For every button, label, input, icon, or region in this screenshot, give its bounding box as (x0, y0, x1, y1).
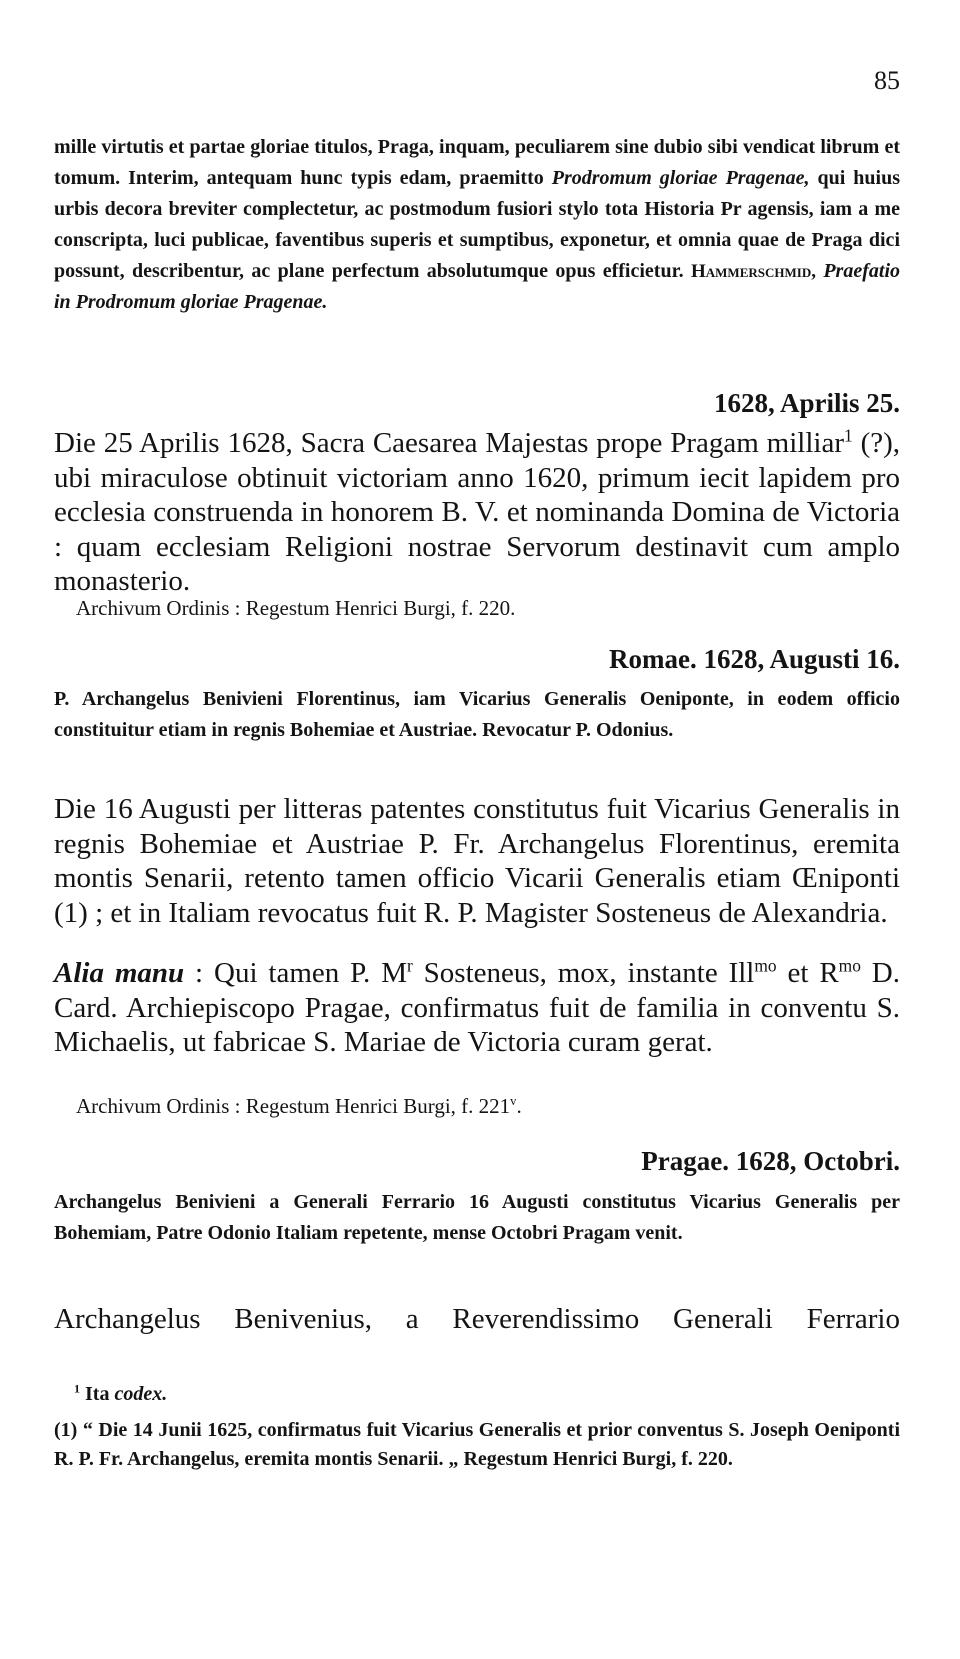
entry1-source: Archivum Ordinis : Regestum Henrici Burgi, f. 220. (76, 596, 516, 620)
entry3-summary: Archangelus Benivieni a Generali Ferrario 16 Augusti constitutus Vicarius Generalis per Bohemiam, Patre Odonio Italiam repetente, mense Octobri Pragam venit. (54, 1191, 900, 1244)
footnote-ref-1: 1 (844, 425, 853, 446)
alia-manu: Alia manu (54, 957, 185, 989)
footnote-1: $^1$ Ita codex. (74, 1381, 168, 1405)
entry3-date: Pragae. 1628, Octobri. (641, 1146, 900, 1176)
entry2-date: Romae. 1628, Augusti 16. (608, 644, 900, 674)
entry1-text: Die 25 Aprilis 1628, Sacra Caesarea Majestas prope Pragam milliar$^1$ (?), ubi miraculose obtinuit victoriam anno 1620, primum iecit lapidem pro ecclesia construenda in honorem B. V. et nominanda Domina de Victoria : quam ecclesiam Religioni nostrae Servorum destinavit cum amplo monasterio. (54, 425, 901, 597)
entry3-first-line: Archangelus Benivenius, a Reverendissimo Generali Ferrario (54, 1303, 900, 1335)
page-number: 85 (874, 66, 900, 95)
entry2-source: Archivum Ordinis : Regestum Henrici Burgi, f. 221$^v$. (76, 1094, 522, 1118)
intro-italic-title: Prodromum gloriae Pragenae, (551, 167, 810, 189)
intro-author: Hammerschmid, (691, 261, 816, 282)
entry2-summary: P. Archangelus Benivieni Florentinus, iam Vicarius Generalis Oeniponte, in eodem officio constituitur etiam in regnis Bohemiae et Austriae. Revocatur P. Odonius. (54, 688, 900, 741)
intro-work-title: Praefatio in Prodromum gloriae Pragenae. (54, 260, 900, 313)
entry1-date: 1628, Aprilis 25. (713, 388, 900, 418)
entry2-paragraph-2: Alia manu : Qui tamen P. $M^r$ Sosteneus, mox, instante Ill$^{mo}$ et $R^{mo}$ D. Card. Archiepiscopo Pragae, confirmatus fuit de familia in conventu S. Michaelis, ut fabricae S. Mariae de Victoria curam gerat. (54, 955, 900, 1058)
footnote-2: (1) “ Die 14 Junii 1625, confirmatus fuit Vicarius Generalis et prior conventus S. Joseph Oeniponti R. P. Fr. Archangelus, eremita montis Senarii. „ Regestum Henrici Burgi, f. 220. (54, 1419, 900, 1470)
intro-paragraph: mille virtutis et partae gloriae titulos, Praga, inquam, peculiarem sine dubio sibi vendicat librum et tomum. Interim, antequam hunc typis edam, praemitto Prodromum gloriae Pragenae, qui huius urbis decora breviter complectetur, ac postmodum fusiori stylo tota Historia Pr agensis, iam a me conscripta, luci publicae, faventibus superis et sumptibus, exponetur, et omnia quae de Praga dici possunt, describentur, ac plane perfectum absolutumque opus efficietur. Hammerschmid, Praefatio in Prodromum gloriae Pragenae. (54, 136, 900, 313)
entry2-paragraph-1: Die 16 Augusti per litteras patentes constitutus fuit Vicarius Generalis in regnis Bohemiae et Austriae P. Fr. Archangelus Florentinus, eremita montis Senarii, retento tamen officio Vicarii Generalis etiam Œniponti (1) ; et in Italiam revocatus fuit R. P. Magister Sosteneus de Alexandria. (54, 793, 900, 929)
